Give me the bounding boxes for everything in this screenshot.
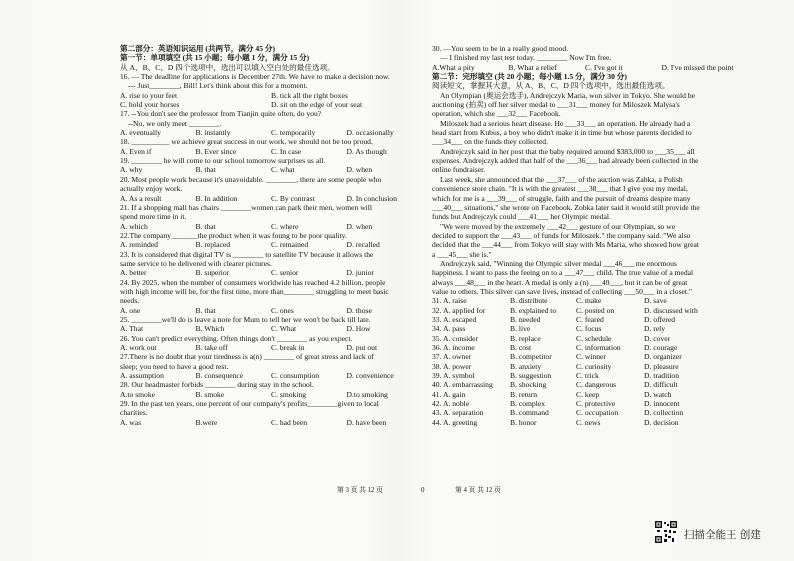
answer-option: C. occupation [576,408,619,418]
answer-option: C. posted on [576,305,615,315]
answer-option: C. temporarily [271,128,316,138]
answer-option: D. courage [644,343,678,352]
text-line: 21. If a shopping mall has chairs ________women can park their men, women will [120,202,373,212]
answer-option: C. curiosity [576,361,612,371]
text-line: 30. —You seem to be in a really good mood. [432,44,569,53]
answer-option: C. keep [576,389,600,399]
answer-options [120,165,422,174]
answer-options [120,390,422,399]
answer-option: A. why [120,165,143,175]
answer-option: C. news [576,417,601,427]
text-line: ___40___ situations," she wrote on Facebook. Zobka later said it would still provide the [432,202,700,212]
answer-option: B. consequence [195,371,244,381]
answer-option: C. What [271,324,297,334]
answer-option: D. rely [644,324,666,334]
answer-option: D. occasionally [346,128,394,138]
answer-option: D. watch [644,389,672,399]
text-line: needs. [120,296,140,306]
text-line: charities. [120,408,148,418]
answer-option: 37. A. owner [432,352,472,362]
answer-options [120,194,422,203]
answer-option: B. honor [510,417,537,427]
text-line: 22.The company_______the product when it was foung to be poor quality. [120,230,347,240]
cloze-option-row [432,390,738,399]
text-line: 27.There is no doubt that your tiredness is a(n) ________ of great stress and lack of [120,352,374,362]
cloze-options-grid [432,296,738,427]
answer-options [120,100,422,109]
answer-option: D. convenience [346,371,394,381]
answer-option: C. smoking [271,389,307,399]
answer-option: C. schedule [576,333,612,343]
text-line: — I finished my last test today. ________ Now I'm free. [440,53,612,63]
text-line: 18. __________ we achieve great success in our work, we should not be too proud. [120,137,373,147]
answer-option: C. By contrast [271,193,315,203]
answer-option: B. What a relief [508,62,557,72]
answer-option: A. rise to your feet [120,90,178,100]
answer-option: B. tick all the right boxes [271,90,348,100]
answer-option: C. hold your horses [120,100,180,110]
answer-option: D. difficult [644,380,678,390]
right-page-footer: 第 4 页 共 12 页 [455,487,501,494]
answer-option: D. organizer [644,352,682,362]
answer-option: B. In addition [195,193,238,203]
left-page-column [120,44,422,427]
answer-option: C. focus [576,324,602,334]
answer-option: C. make [576,296,602,306]
answer-option: A. Even if [120,146,152,156]
text-line: 第一节：单项填空 (共 15 小题；每小题 1 分，满分 15 分) [120,53,310,63]
scanner-watermark: 扫描全能王 创建 [684,529,761,541]
answer-option: 35. A. consider [432,333,478,343]
answer-option: B. that [195,305,216,315]
text-line: spend more time in it. [120,212,187,222]
answer-option: D. when [346,165,373,175]
cloze-option-row [432,408,738,417]
answer-option: D. recalled [346,240,380,250]
text-line: 29. In the past ten years, one percent of our company's profits________given to local [120,399,379,409]
answer-option: C. In case [271,146,302,156]
text-line: actually enjoy work. [120,184,183,194]
qr-code-icon [655,521,677,543]
text-line: online fundraiser. [432,165,486,175]
text-line: 25. ________we'll do is leave a note for Mum to tell her we won't be back till late. [120,314,371,324]
answer-option: B. shocking [510,380,547,390]
text-line: value to others. This silver can save lives, instead of collecting ___50___ in a closet." [432,286,693,296]
answer-options [120,240,422,249]
answer-option: A. one [120,305,141,315]
answer-option: B. suggestion [510,371,552,381]
answer-option: C. dangerous [576,380,617,390]
answer-option: C. I've got it [585,62,623,72]
answer-options [120,343,422,352]
text-line: 23. It is considered that digital TV is ________ to satellite TV because it allows the [120,249,374,259]
answer-option: 38. A. power [432,361,472,371]
answer-option: C. consumption [271,371,320,381]
answer-options [120,306,422,315]
text-line: --No, we only meet ________. [128,118,222,128]
answer-option: D. As though [346,146,387,156]
text-line: 阅读短文，掌握其大意，从 A、B、C、D 四个选项中，选出最佳选项。 [432,81,670,91]
cloze-option-row [432,334,738,343]
text-line: always ___48___ in the heart. A medal is only a (n) ___49___, but it can be of great [432,277,688,287]
text-line: 24. By 2025, when the number of consumers worldwide has reached 4.2 billion, people [120,277,386,287]
answer-option: B. needed [510,314,541,324]
answer-options [120,371,422,380]
text-line: Andrejczyk said in her post that the baby required around $383,000 to ___35___ all [440,146,695,156]
text-line: Last week, she announced that the ___37___ of the auction was Zabka, a Polish [440,174,683,184]
answer-option: 31. A. raise [432,296,467,306]
text-line: happiness. I want to pass the feeing on to a ___47___ child. The true value of a medal [432,268,694,278]
answer-option: D. collection [644,408,684,418]
answer-option: D. those [346,305,372,315]
cloze-option-row [432,343,738,352]
answer-option: C. where [271,221,299,231]
text-line: funds but Andrejczyk could ___41___ her Olympic medal. [432,212,611,222]
answer-option: A.to smoke [120,389,156,399]
text-line: "We were moved by the extremely ___42___ gesture of our Olympian, so we [440,221,676,231]
text-line: 第二部分：英语知识运用 (共两节，满分 45 分) [120,44,276,53]
answer-option: A.What a pity [432,62,475,72]
answer-option: 34. A. pass [432,324,466,334]
answer-options [120,91,422,100]
text-line: An Olympian (奥运会选手), Andrejczyk Maria, won silver in Tokyo. She would be [440,90,695,100]
answer-option: B.were [195,417,218,427]
answer-option: D. In conclusion [346,193,397,203]
answer-option: B. anxiety [510,361,542,371]
answer-option: A. work out [120,343,157,352]
text-line: auctioning (拍卖) off her silver medal to ___31___ money for Miloszek Malysa's [432,100,680,110]
answer-option: C. ones [271,305,294,315]
answer-option: A. assumption [120,371,164,381]
left-page-footer: 第 3 页 共 12 页 [337,487,383,494]
cloze-option-row [432,399,738,408]
text-line: with high income will be, for the first time, more than________ struggling to meet basic [120,286,389,296]
text-line: operation, which she ___32___ Facebook. [432,109,561,119]
cloze-option-row [432,296,738,305]
text-line: 16. — The deadline for applications is December 27th. We have to make a decision now. [120,72,390,82]
answer-option: A. reminded [120,240,158,250]
answer-option: D. put out [346,343,378,352]
answer-option: D. offered [644,314,676,324]
answer-option: B. replaced [195,240,231,250]
answer-option: 32. A. applied for [432,305,486,315]
answer-option: 41. A. gain [432,389,466,399]
answer-option: 36. A. income [432,343,475,352]
text-line: expenses. Andrejczyk added that half of the ___36___ had already been collected in the [432,156,699,166]
answer-option: B. command [510,408,549,418]
answer-option: C. information [576,343,621,352]
cloze-passage [432,44,738,296]
answer-option: B. take off [195,343,228,352]
answer-option: C. trick [576,371,599,381]
answer-option: A. better [120,268,147,278]
answer-option: A. which [120,221,148,231]
text-line: 26. You can't predict everything. Often things don't ________ as you expect. [120,333,353,343]
answer-option: B. distribute [510,296,548,306]
cloze-option-row [432,324,738,333]
answer-option: C. had been [271,417,308,427]
cloze-option-row [432,418,738,427]
text-line: --- Just________, Bill! Let's think about this for a moment. [128,81,308,91]
answer-option: B. cost [510,343,532,352]
answer-option: D. How [346,324,371,334]
answer-options [120,147,422,156]
text-line: same service to be delivered with clearer pictures. [120,258,272,268]
cloze-option-row [432,380,738,389]
answer-option: 42. A. noble [432,399,470,409]
answer-options [120,268,422,277]
answer-option: D. I've missed the point [661,62,734,72]
text-line: 17. --You don't see the professor from Tianjin quite often, do you? [120,109,322,119]
answer-option: C. remained [271,240,309,250]
answer-option: D. sit on the edge of your seat [271,100,363,110]
answer-options [120,222,422,231]
text-line: sleep; you need to have a good rest. [120,361,229,371]
answer-option: A. As a result [120,193,162,203]
answer-option: B. instantly [195,128,231,138]
answer-option: B. live [510,324,531,334]
right-page-column [432,44,738,427]
text-line: ___34___ on the funds they collected. [432,137,548,147]
answer-option: D. junior [346,268,374,278]
answer-options [120,324,422,333]
answer-option: D. pleasure [644,361,679,371]
answer-option: C. senior [271,268,299,278]
cloze-option-row [432,315,738,324]
text-line: 28. Our headmaster forbids ________ during stay in the school. [120,380,314,390]
cloze-option-row [432,306,738,315]
answer-options [120,418,422,427]
answer-option: 43. A. separation [432,408,484,418]
answer-option: D. innocent [644,399,680,409]
text-line: decided to support the ___43___ of funds for Miloszek." the company said. "We also [432,230,691,240]
text-line: convenience store chain. "It is with the greatest ___38___ that I give you my medal, [432,184,688,194]
answer-option: 40. A. embarrassing [432,380,493,390]
answer-option: D. have been [346,417,387,427]
answer-option: D. discussed with [644,305,698,315]
answer-option: B. smoke [195,389,225,399]
answer-option: B. Ever since [195,146,237,156]
cloze-option-row [432,352,738,361]
text-line: which for me is a ___39___ of struggle, faith and the pursuit of dreams despite many [432,193,691,203]
text-line: 从 A、B、C、D 四个选项中，选出可以填入空白处的最佳选项。 [120,62,335,72]
text-line: Miloszek had a serious heart disease. He ___33___ an operation. He already had a [440,118,691,128]
answer-option: C. winner [576,352,606,362]
answer-options [432,63,738,72]
answer-option: 44. A. greeting [432,417,478,427]
answer-option: D. cover [644,333,671,343]
answer-option: B. complex [510,399,546,409]
answer-option: 33. A. escaped [432,314,477,324]
answer-option: C. break in [271,343,305,352]
answer-option: B. that [195,165,216,175]
answer-option: 39. A. symbol [432,371,475,381]
answer-option: B. return [510,389,537,399]
answer-option: B. explained to [510,305,557,315]
text-line: 20. Most people work because it's unavoidable. ________, there are some people who [120,174,382,184]
answer-option: A. That [120,324,144,334]
answer-option: D. tradition [644,371,680,381]
answer-option: D. save [644,296,667,306]
answer-option: C. feared [576,314,604,324]
answer-option: B. superior [195,268,230,278]
text-line: decided that the ___44___ from Tokyo will stay with Ms Maria, who showed how great [432,240,699,250]
text-line: a ___45___ she is." [432,249,492,259]
text-line: 第二节：完形填空 (共 20 小题；每小题 1.5 分，满分 30 分) [432,72,627,82]
cloze-option-row [432,362,738,371]
text-line: head start from Kubus, a boy who didn't make it in time but whose parents decided to [432,128,692,138]
answer-option: D. when [346,221,373,231]
answer-option: D.to smoking [346,389,388,399]
answer-option: A. was [120,417,142,427]
cloze-option-row [432,371,738,380]
answer-option: C. what [271,165,295,175]
answer-options [120,128,422,137]
answer-option: A. eventually [120,128,161,138]
answer-option: B. that [195,221,216,231]
answer-option: D. decision [644,417,679,427]
answer-option: C. protective [576,399,616,409]
text-line: Andrejczyk said, "Winning the Olympic silver medal ___46___ me enormous [440,258,677,268]
answer-option: B. Which [195,324,225,334]
answer-option: B. competitor [510,352,552,362]
answer-option: B. replace [510,333,541,343]
text-line: 19. ________ he will come to our school tomorrow surprises us all. [120,156,326,166]
fold-mark: 0 [421,486,425,494]
